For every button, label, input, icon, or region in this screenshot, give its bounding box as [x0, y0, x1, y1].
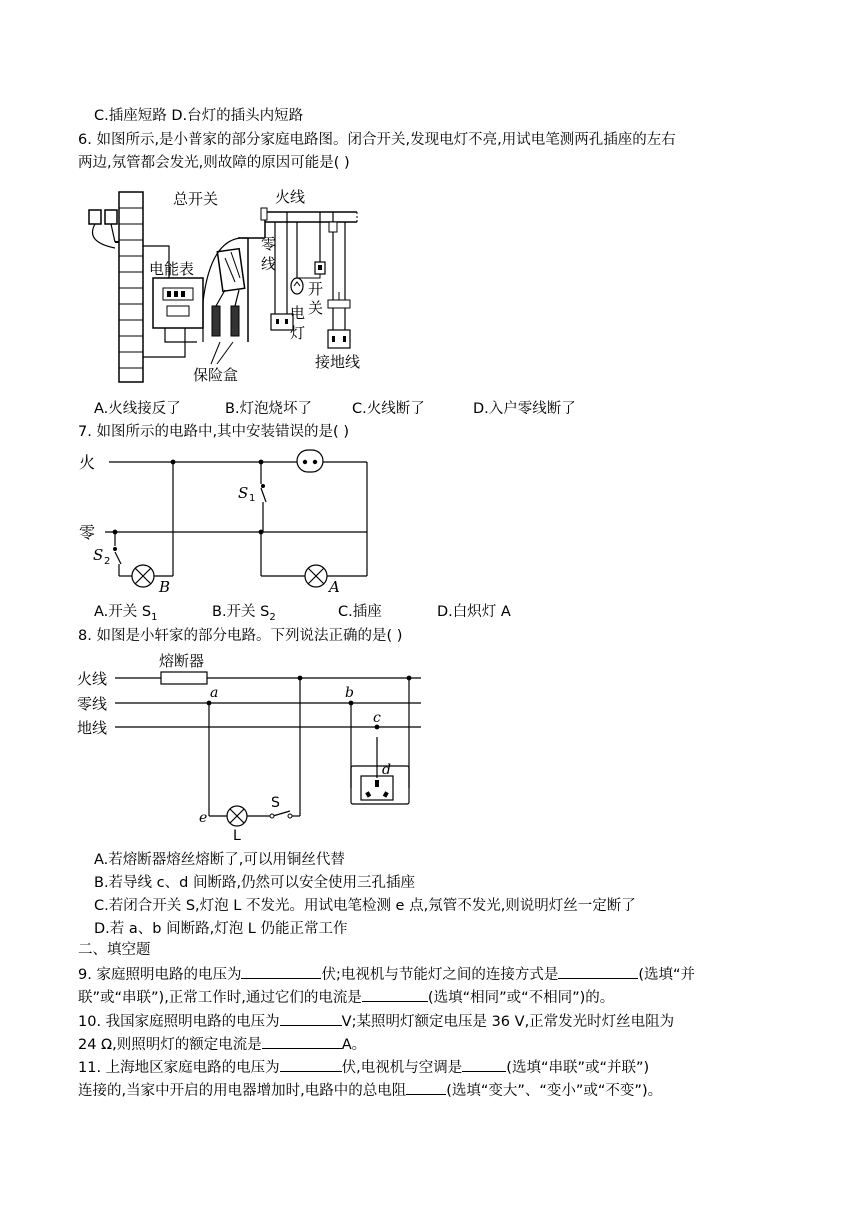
q6-label-neutral-2: 线	[261, 255, 277, 273]
q7-option-b: B.开关 $S_2$	[212, 604, 276, 623]
q11-blank-2[interactable]	[462, 1057, 506, 1072]
q8-label-neutral: 零线	[77, 695, 108, 713]
q8-option-a: A.若熔断器熔丝熔断了,可以用铜丝代替	[94, 852, 345, 868]
q8-label-d: d	[382, 762, 391, 778]
q6-label-ground: 接地线	[315, 353, 361, 371]
q8-label-fuse: 熔断器	[159, 652, 205, 670]
q7-option-d: D.白炽灯 A	[437, 604, 511, 620]
q8-label-s: S	[271, 795, 280, 811]
q7-label-lamp-b: B	[159, 578, 171, 596]
q6-label-neutral-1: 零	[261, 235, 277, 253]
q9-blank-3[interactable]	[362, 987, 428, 1002]
q6-label-meter: 电能表	[149, 260, 195, 278]
q7-option-a: A.开关 $S_1$	[94, 604, 158, 623]
q6-stem-line1: 6. 如图所示,是小普家的部分家庭电路图。闭合开关,发现电灯不亮,用试电笔测两孔插座的左右	[78, 132, 676, 148]
q9-line1: 9. 家庭照明电路的电压为 伏;电视机与节能灯之间的连接方式是 (选填“并	[78, 964, 695, 985]
q7-option-c: C.插座	[338, 604, 382, 620]
q6-label-lamp-2: 灯	[290, 324, 306, 342]
q7-label-neutral: 零	[79, 523, 96, 542]
q10-line2: 24 Ω,则照明灯的额定电流是 A。	[78, 1034, 366, 1055]
q7-circuit-figure	[75, 448, 375, 598]
q6-label-switch-1: 开	[308, 280, 324, 298]
section-title: 二、填空题	[78, 942, 151, 958]
q6-circuit-figure	[75, 182, 365, 387]
q7-label-live: 火	[79, 453, 96, 472]
q10-line1: 10. 我国家庭照明电路的电压为 V;某照明灯额定电压是 36 V,正常发光时灯丝电阻为	[78, 1011, 674, 1032]
q6-stem-line2: 两边,氖管都会发光,则故障的原因可能是( )	[78, 155, 350, 171]
q6-label-switch-2: 关	[308, 299, 324, 317]
q8-label-e: e	[199, 810, 208, 826]
q6-option-b: B.灯泡烧坏了	[225, 401, 313, 417]
q6-label-lamp-1: 电	[290, 304, 306, 322]
q8-option-b: B.若导线 c、d 间断路,仍然可以安全使用三孔插座	[94, 875, 416, 891]
q7-options	[94, 602, 511, 628]
q10-blank-2[interactable]	[262, 1034, 342, 1049]
q7-label-s1-sub: 1	[249, 493, 256, 504]
q7-label-s2-sub: 2	[104, 556, 111, 567]
q6-option-a: A.火线接反了	[94, 401, 181, 417]
q10-blank-1[interactable]	[280, 1011, 342, 1026]
q8-label-live: 火线	[77, 670, 108, 688]
q9-blank-2[interactable]	[558, 964, 638, 979]
q8-label-ground: 地线	[77, 719, 108, 737]
q8-circuit-figure	[75, 650, 435, 845]
q7-label-s2: S	[93, 546, 104, 564]
q6-option-d: D.入户零线断了	[473, 401, 576, 417]
q8-option-c: C.若闭合开关 S,灯泡 L 不发光。用试电笔检测 e 点,氖管不发光,则说明灯丝一定断了	[94, 898, 636, 914]
q6-label-fuse-box: 保险盒	[193, 366, 239, 384]
q11-line2: 连接的,当家中开启的用电器增加时,电路中的总电阻 (选填“变大”、“变小”或“不变”)。	[78, 1080, 662, 1101]
q11-blank-3[interactable]	[406, 1080, 446, 1095]
q6-option-c: C.火线断了	[352, 401, 425, 417]
q7-label-s1: S	[238, 484, 249, 502]
q6-options	[94, 399, 576, 419]
q7-stem: 7. 如图所示的电路中,其中安装错误的是( )	[78, 424, 349, 440]
q9-line2: 联”或“串联”),正常工作时,通过它们的电流是 (选填“相同”或“不相同”)的。	[78, 987, 614, 1008]
q11-line1: 11. 上海地区家庭电路的电压为 伏,电视机与空调是 (选填“串联”或“并联”)	[78, 1057, 649, 1078]
q8-label-c: c	[373, 710, 381, 726]
q8-stem: 8. 如图是小轩家的部分电路。下列说法正确的是( )	[78, 628, 403, 644]
q8-label-b: b	[345, 685, 354, 701]
q5-options: C.插座短路 D.台灯的插头内短路	[94, 108, 304, 124]
q9-blank-1[interactable]	[241, 964, 321, 979]
q8-label-l: L	[233, 828, 241, 844]
q6-label-total-switch: 总开关	[173, 190, 219, 208]
q8-option-d: D.若 a、b 间断路,灯泡 L 仍能正常工作	[94, 921, 348, 937]
q8-label-a: a	[210, 685, 219, 701]
q7-label-lamp-a: A	[329, 578, 340, 596]
q11-blank-1[interactable]	[280, 1057, 342, 1072]
q6-label-live: 火线	[275, 188, 306, 206]
